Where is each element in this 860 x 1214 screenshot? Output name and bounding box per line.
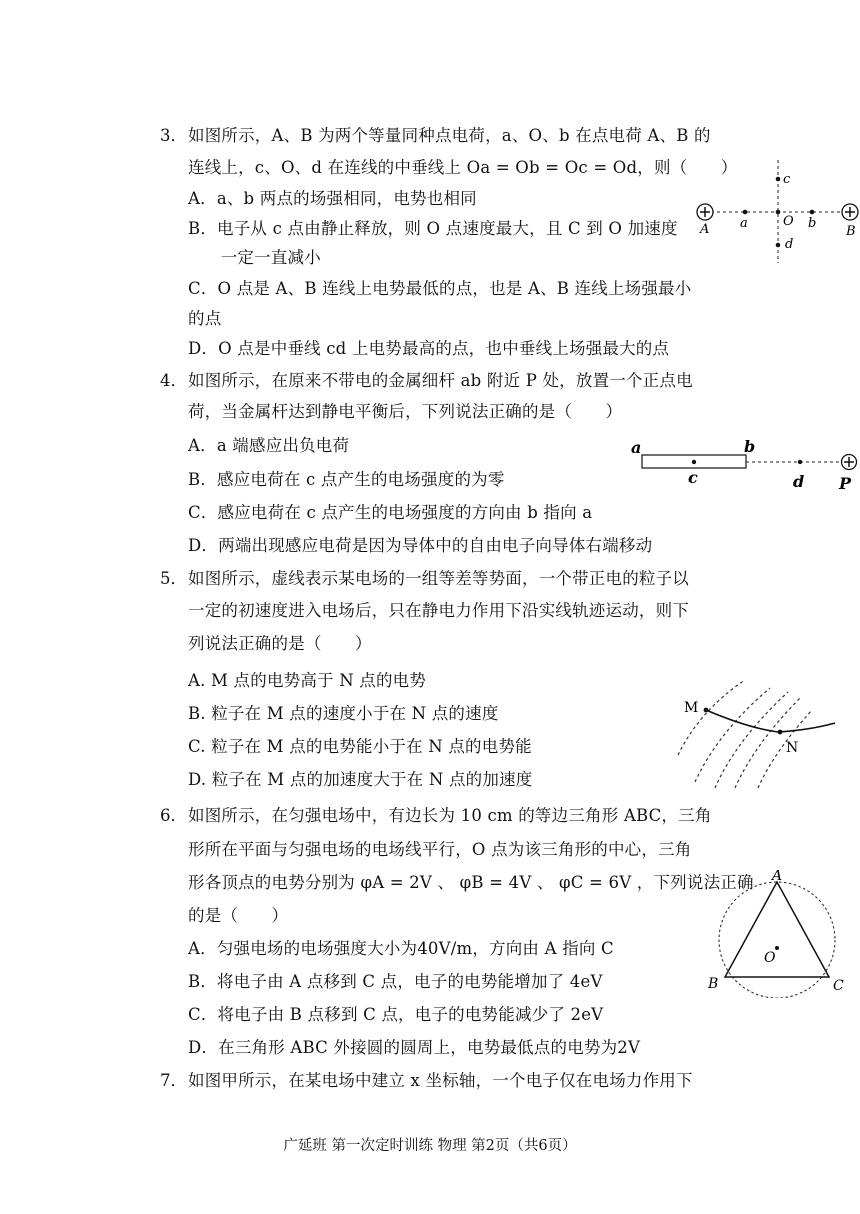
q6-label-C: C <box>833 978 844 994</box>
q7-number: 7． <box>160 1071 187 1090</box>
q5-label-N: N <box>786 740 799 756</box>
q6-option-b: B．将电子由 A 点移到 C 点，电子的电势能增加了 4eV <box>188 972 603 991</box>
q3-label-O: O <box>783 214 794 229</box>
q3-option-a: A．a、b 两点的场强相同，电势也相同 <box>188 189 477 208</box>
q5-option-b: B. 粒子在 M 点的速度小于在 N 点的速度 <box>188 704 499 723</box>
q3-option-d: D．O 点是中垂线 cd 上电势最高的点，也中垂线上场强最大的点 <box>188 339 670 358</box>
q5-option-d: D. 粒子在 M 点的加速度大于在 N 点的加速度 <box>188 770 533 789</box>
q5-option-c: C. 粒子在 M 点的电势能小于在 N 点的电势能 <box>188 737 532 756</box>
q3-label-d: d <box>785 237 794 252</box>
q3-label-B: B <box>846 224 856 239</box>
q5-option-a: A. M 点的电势高于 N 点的电势 <box>188 671 427 690</box>
q4-stem-line-1: 如图所示，在原来不带电的金属细杆 ab 附近 P 处，放置一个正点电 <box>188 371 693 390</box>
q4-label-d: d <box>793 472 805 491</box>
q6-option-c: C．将电子由 B 点移到 C 点，电子的电势能减少了 2eV <box>188 1005 604 1024</box>
q6-figure <box>702 870 852 998</box>
q5-number: 5． <box>160 569 187 588</box>
q3-label-A: A <box>700 222 710 237</box>
q4-option-d: D．两端出现感应电荷是因为导体中的自由电子向导体右端移动 <box>188 536 653 555</box>
q6-label-O: O <box>764 950 776 966</box>
q3-label-c: c <box>783 172 791 187</box>
q3-number: 3． <box>160 126 187 145</box>
q3-label-b: b <box>808 216 817 231</box>
q6-stem-line-3: 形各顶点的电势分别为 φA = 2V 、 φB = 4V 、 φC = 6V ，下列说法正确 <box>188 873 754 892</box>
q4-stem-line-2: 荷，当金属杆达到静电平衡后，下列说法正确的是（ ） <box>188 402 623 421</box>
q6-stem-line-2: 形所在平面与匀强电场的电场线平行，O 点为该三角形的中心，三角 <box>188 840 692 859</box>
q3-stem-line-1: 如图所示，A、B 为两个等量同种点电荷，a、O、b 在点电荷 A、B 的 <box>188 126 711 145</box>
q5-stem-line-1: 如图所示，虚线表示某电场的一组等差等势面，一个带正电的粒子以 <box>188 569 689 588</box>
q4-option-a: A．a 端感应出负电荷 <box>188 436 350 455</box>
q3-stem-line-2: 连线上，c、O、d 在连线的中垂线上 Oa = Ob = Oc = Od，则（ ） <box>188 158 738 177</box>
q5-figure <box>670 670 850 795</box>
q4-option-b: B．感应电荷在 c 点产生的电场强度的为零 <box>188 470 505 489</box>
q4-number: 4． <box>160 371 187 390</box>
q4-label-b: b <box>744 437 756 456</box>
q4-label-c: c <box>688 468 698 487</box>
q4-label-P: P <box>839 474 852 493</box>
q7-stem-line-1: 如图甲所示，在某电场中建立 x 坐标轴，一个电子仅在电场力作用下 <box>188 1071 693 1090</box>
q3-option-b-line-2: 一定一直减小 <box>204 248 321 267</box>
page-footer: 广延班 第一次定时训练 物理 第2页（共6页） <box>283 1138 577 1154</box>
q5-label-M: M <box>684 700 699 716</box>
q6-stem-line-4: 的是（ ） <box>188 906 289 925</box>
q3-label-a: a <box>740 216 748 231</box>
q4-label-a: a <box>631 438 642 457</box>
q6-label-A: A <box>772 870 783 884</box>
q4-figure <box>628 435 860 495</box>
q5-stem-line-3: 列说法正确的是（ ） <box>188 634 372 653</box>
q6-option-a: A．匀强电场的电场强度大小为40V/m，方向由 A 指向 C <box>188 939 614 958</box>
q4-option-c: C．感应电荷在 c 点产生的电场强度的方向由 b 指向 a <box>188 503 593 522</box>
q5-stem-line-2: 一定的初速度进入电场后，只在静电力作用下沿实线轨迹运动，则下 <box>188 601 689 620</box>
q3-figure <box>690 155 860 270</box>
q3-option-c-line-2: 的点 <box>188 309 222 328</box>
q6-number: 6． <box>160 806 187 825</box>
q6-stem-line-1: 如图所示，在匀强电场中，有边长为 10 cm 的等边三角形 ABC，三角 <box>188 806 712 825</box>
q3-option-b-line-1: B．电子从 c 点由静止释放，则 O 点速度最大，且 C 到 O 加速度 <box>188 219 678 238</box>
q6-option-d: D．在三角形 ABC 外接圆的圆周上，电势最低点的电势为2V <box>188 1038 641 1057</box>
q6-label-B: B <box>708 976 719 992</box>
q3-option-c-line-1: C．O 点是 A、B 连线上电势最低的点，也是 A、B 连线上场强最小 <box>188 279 692 298</box>
